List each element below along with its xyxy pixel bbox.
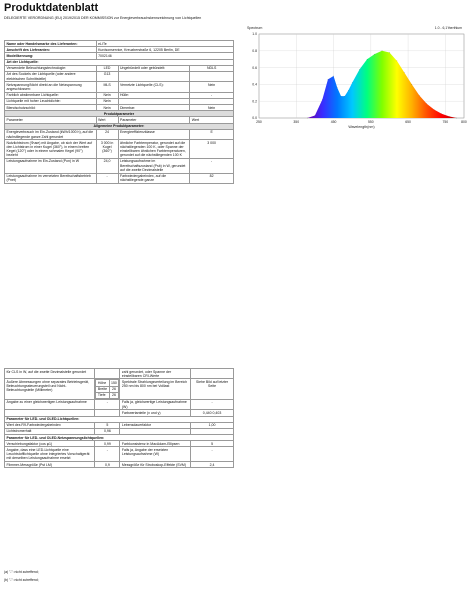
chromaticity-label: Farbwertanteile (x und y) [120, 410, 191, 416]
led-param-value: 0,96 [95, 428, 120, 434]
supplier-address-value: Kurdsonservice, Kreuzberstraße 6, 12205 Berlin, DE [96, 47, 233, 53]
source-type-value-2: NDLS [190, 65, 234, 71]
general-param-row [5, 173, 234, 183]
spectrum-point [315, 115, 316, 116]
equiv-power-value: - [95, 399, 120, 409]
source-type-label-2: Vernetzte Lichtquelle (CLS): [118, 82, 190, 92]
led-param-rows [5, 422, 234, 434]
mains-param-label-2: Falls ja, Angabe der ersetzten Leistungsaufnahme (W) [120, 447, 191, 462]
source-type-value-2 [190, 71, 234, 81]
source-type-label: Art der Lichtquelle: [5, 59, 234, 65]
x-tick-label: 750 [442, 120, 449, 124]
source-type-value: G13 [96, 71, 118, 81]
general-param-value-2: E [190, 129, 234, 139]
source-type-value-2: Nein [190, 82, 234, 92]
source-type-value-2: Nein [190, 105, 234, 111]
dimension-label: Breite [97, 387, 108, 392]
source-type-label: Art des Sockels der Lichtquelle (oder andere elektrischen Schnittstelle) [5, 71, 97, 81]
general-param-label: Nutzlichtstrom (Φuse) mit Angabe, ob sich der Wert auf den Lichtstrom in einer Kugel (360°), in einem breiten Kegel (120°) oder in einem schmalen Kegel (90°) bezieht [5, 140, 97, 159]
chart-title: Spectrum [247, 26, 263, 30]
dimensions-label: Äußere Abmessungen ohne separates Betriebsgerät, Beleuchtungssteuerungsteil und Nicht-Beleuchtungsteile (Millimeter) [5, 379, 95, 400]
chart-legend: 1.0 - 6,1'therthlum [434, 26, 462, 30]
general-param-label-2: Energieeffizienzklasse [118, 129, 190, 139]
product-params-header: Produktparameter [5, 111, 234, 117]
led-section-header: Parameter für LED- und OLED-Lichtquellen: [5, 416, 234, 422]
general-param-label-2: ähnliche Farbtemperatur, gerundet auf die nächstliegenden 100 K, oder Spanne der einstellbaren ähnlichen Farbtemperaturen, gerundet auf die nächstliegenden 100 K [118, 140, 190, 159]
spectrum-point [434, 109, 435, 110]
spectrum-point [412, 84, 413, 85]
x-tick-label: 350 [293, 120, 300, 124]
y-tick-label: 0.6 [252, 65, 257, 70]
general-param-rows [5, 129, 234, 183]
general-param-value-2: 3 000 [190, 140, 234, 159]
cri-range-value [191, 369, 234, 379]
general-param-value: 24 [96, 129, 118, 139]
mains-param-label-2: Farbkonsistenz in MacAdam-Ellipsen [120, 441, 191, 447]
mains-param-row [5, 462, 234, 468]
mains-param-label: Verschiebungsfaktor (cos φ1) [5, 441, 95, 447]
mains-param-label-2: Messgröße für Stroboskop-Effekte (SVM) [120, 462, 191, 468]
source-type-label: Verwendete Beleuchtungstechnologie: [5, 65, 97, 71]
equiv-power-label: Angabe zu einer gleichwertigen Leistungsaufnahme [5, 399, 95, 409]
footnote-a: (a) "-": nicht zutreffend; [4, 570, 39, 574]
source-type-label-2: Dimmbar: [118, 105, 190, 111]
cls-standby-value [95, 369, 120, 379]
general-param-value-2: 82 [190, 173, 234, 183]
dimensions-cell [95, 379, 120, 400]
source-type-value: MLS [96, 82, 118, 92]
general-param-row [5, 129, 234, 139]
spectrum-point [337, 88, 338, 89]
cri-range-label: zahl gerundet, oder Spanne der einstellbaren CRI-Werte [120, 369, 191, 379]
value-col-header-2: Wert [190, 117, 234, 123]
x-tick-label: 450 [330, 120, 337, 124]
source-type-value-2: - [190, 92, 234, 98]
spectrum-point [344, 96, 345, 97]
footnote-b: (b) "-": nicht zutreffend; [4, 578, 39, 582]
source-type-label-2: Hülle: [118, 92, 190, 98]
general-param-label-2: Leistungsaufnahme im Bereitschaftszustand (Psb) in W, gerundet auf die zweite Dezimalstelle [118, 158, 190, 173]
param-col-header: Parameter [5, 117, 97, 123]
x-tick-label: 800 [461, 120, 467, 124]
mains-param-label: Angabe, dass eine LED-Lichtquelle eine Leuchtstofflichtquelle ohne integriertes Vorschaltgerät mit derselben Leistungsaufnahme ersetzt [5, 447, 95, 462]
led-param-label: Lichtstromerhalt [5, 428, 95, 434]
chromaticity-value: 0,440 0,403 [191, 410, 234, 416]
source-type-value: LED [96, 65, 118, 71]
supplier-name-value: eLITe [96, 41, 233, 47]
mains-param-value: 0,9 [95, 462, 120, 468]
dimension-value: 26 [109, 386, 119, 392]
source-type-value: Nein [96, 92, 118, 98]
mains-param-value-2: 2,4 [191, 462, 234, 468]
source-type-label: Lichtquelle mit hoher Leuchtdichte: [5, 98, 97, 104]
dimension-value: 150 [111, 380, 117, 385]
mains-param-rows [5, 441, 234, 468]
mains-param-value-2: 5 [191, 441, 234, 447]
spectrum-chart [237, 22, 472, 134]
spectrum-point [382, 51, 383, 52]
y-tick-label: 1.0 [252, 32, 257, 37]
param-col-header-2: Parameter [118, 117, 190, 123]
dimensions-table [95, 379, 119, 399]
led-param-label-2: Lebensdauerfaktor [120, 422, 191, 428]
source-type-label: Farblich abstimmbare Lichtquelle: [5, 92, 97, 98]
supplier-name-label: Name oder Handelsmarke des Lieferanten: [5, 41, 97, 47]
spectrum-point [352, 82, 353, 83]
spectrum-point [328, 79, 329, 80]
y-tick-label: 0.2 [252, 99, 257, 104]
spectrum-value: Siehe Bild auf letzter Seite [191, 379, 234, 400]
source-type-row [5, 82, 234, 92]
page-title: Produktdatenblatt [4, 2, 99, 14]
y-tick-label: 0.0 [252, 116, 257, 121]
source-type-label: Blendschutzschild: [5, 105, 97, 111]
spectrum-point [419, 95, 420, 96]
spectrum-point [449, 116, 450, 117]
spectrum-point [397, 61, 398, 62]
mains-section-header: Parameter für LED- und OLED-Netzspannungslichtquellen: [5, 435, 234, 441]
general-param-row [5, 158, 234, 173]
dimension-value: 26 [109, 392, 119, 398]
spectrum-point [374, 54, 375, 55]
x-tick-label: 650 [405, 120, 411, 124]
general-param-value: - [96, 173, 118, 183]
lower-params-table [4, 368, 234, 468]
source-type-value: Nein [96, 98, 118, 104]
spectrum-point [389, 52, 390, 53]
mains-param-row [5, 447, 234, 462]
spectrum-point [322, 99, 323, 100]
product-info-table [4, 40, 234, 184]
dimension-label: Tiefe [96, 392, 109, 398]
general-param-label: Leistungsaufnahme im Ein-Zustand (Pon) in W [5, 158, 97, 173]
general-param-value-2: - [190, 158, 234, 173]
equiv-power-w-value: - [191, 399, 234, 409]
spectrum-point [367, 59, 368, 60]
cls-standby-label: für CLS in W, auf die zweite Dezimalstelle gerundet [5, 369, 95, 379]
model-label: Modellkennung: [5, 53, 97, 59]
mains-param-value-2: - [191, 447, 234, 462]
model-value: 7002146 [96, 53, 233, 59]
general-param-label: Leistungsaufnahme im vernetzten Bereitschaftsbetrieb (Pnet) [5, 173, 97, 183]
general-param-value: 3 000 in Kugel (360°) [96, 140, 118, 159]
value-col-header: Wert [96, 117, 118, 123]
spectrum-label: Spektrale Strahlungsverteilung im Bereich 250 nm bis 800 nm bei Volllast [120, 379, 191, 400]
general-param-value: 24,0 [96, 158, 118, 173]
source-type-label-2 [118, 71, 190, 81]
spectrum-point [307, 118, 308, 119]
spectrum-point [341, 96, 342, 97]
regulation-intro: DELEGIERTE VERORDNUNG (EU) 2019/2015 DER KOMMISSION zur Energieverbrauchskennzeichnung von Lichtquellen [4, 16, 202, 20]
spectrum-point [333, 76, 334, 77]
general-param-label-2: Farbwiedergabeindex, auf die nächstliegende ganze [118, 173, 190, 183]
spectrum-point [348, 90, 349, 91]
source-type-label-2: Ungebündelt oder gebündelt: [118, 65, 190, 71]
spectrum-point [456, 118, 457, 119]
led-param-value: 5 [95, 422, 120, 428]
general-params-header: Allgemeine Produktparameter: [5, 123, 234, 129]
dimension-label: Höhe [96, 380, 109, 386]
y-tick-label: 0.4 [252, 82, 257, 87]
led-param-value-2: 1,00 [191, 422, 234, 428]
led-param-label: Wert des R9-Farbwiedergabeindex [5, 422, 95, 428]
dimension-row [96, 392, 119, 398]
spectrum-point [441, 114, 442, 115]
x-tick-label: 550 [367, 120, 374, 124]
mains-param-value: 0,99 [95, 441, 120, 447]
mains-param-label: Flimmer-Messgröße (Pst LM) [5, 462, 95, 468]
supplier-address-label: Anschrift des Lieferanten: [5, 47, 97, 53]
spectrum-point [426, 103, 427, 104]
general-param-label: Energieverbrauch im Ein-Zustand (kWh/1000 h), auf die nächstliegende ganze Zahl gerundet [5, 129, 97, 139]
source-type-rows [5, 65, 234, 111]
equiv-power-w-label: Falls ja, gleichwertige Leistungsaufnahme (W) [120, 399, 191, 409]
spectrum-point [404, 72, 405, 73]
x-tick-label: 250 [256, 120, 262, 124]
y-tick-label: 0.8 [252, 49, 257, 53]
source-type-row [5, 71, 234, 81]
x-axis-label: Wavelength(nm) [348, 125, 375, 129]
mains-param-value: - [95, 447, 120, 462]
source-type-value: Nein [96, 105, 118, 111]
source-type-label: Netzspannung/Nicht direkt an die Netzspannung angeschlossen: [5, 82, 97, 92]
general-param-row [5, 140, 234, 159]
spectrum-point [359, 69, 360, 70]
